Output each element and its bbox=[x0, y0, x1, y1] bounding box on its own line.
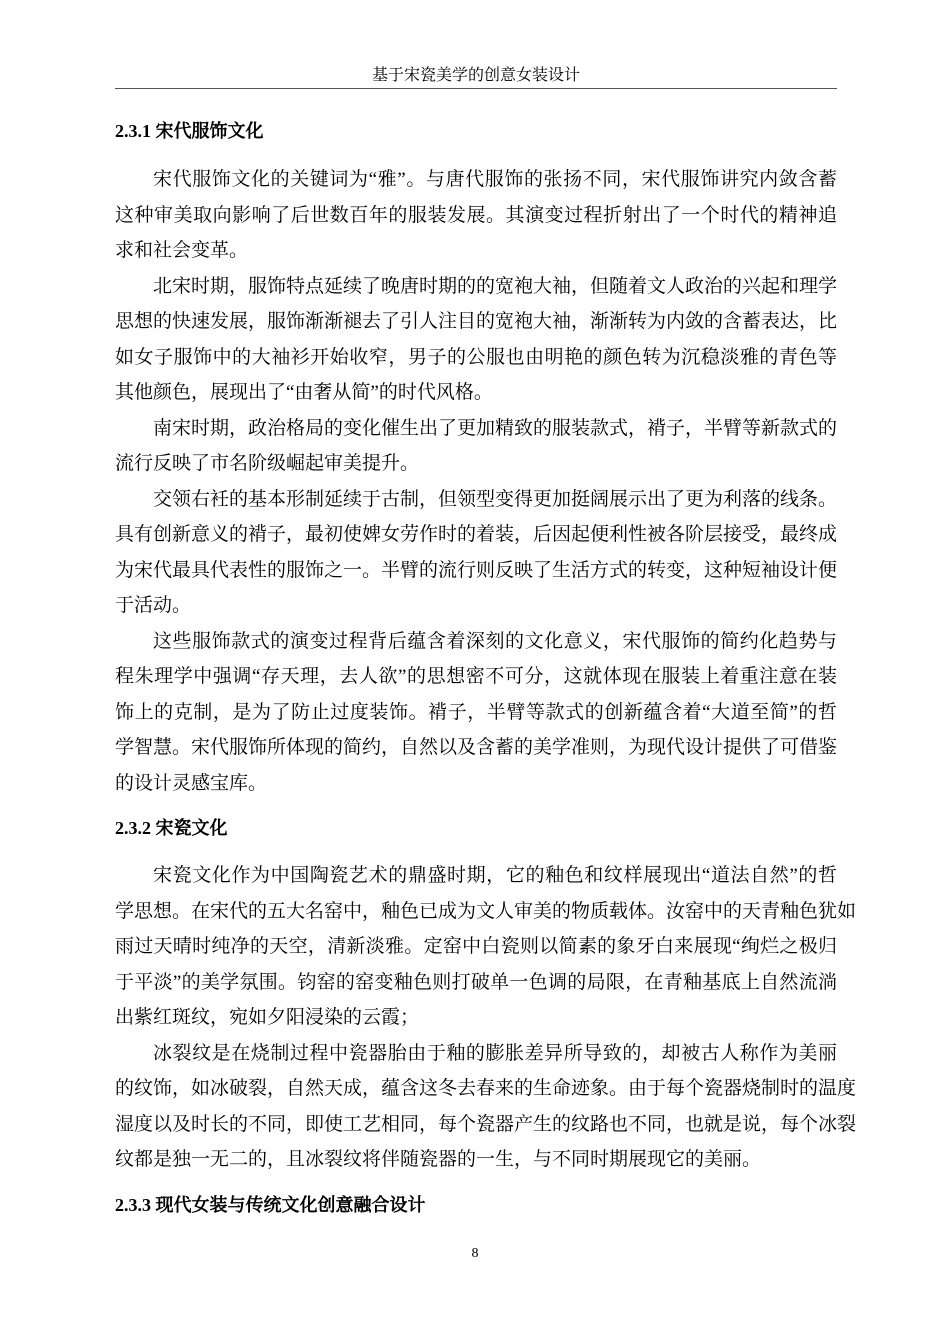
text-line: 宋代服饰文化的关键词为“雅”。与唐代服饰的张扬不同，宋代服饰讲究内敛含蓄 bbox=[153, 169, 837, 190]
text-line: 交领右衽的基本形制延续于古制，但领型变得更加挺阔展示出了更为利落的线条。 bbox=[153, 488, 838, 510]
text-line: 冰裂纹是在烧制过程中瓷器胎由于釉的膨胀差异所导致的，却被古人称作为美丽 bbox=[153, 1042, 837, 1064]
text-line: 湿度以及时长的不同，即使工艺相同，每个瓷器产生的纹路也不同，也就是说，每个冰裂 bbox=[115, 1113, 857, 1135]
text-line: 雨过天晴时纯净的天空，清新淡雅。定窑中白瓷则以简素的象牙白来展现“绚烂之极归 bbox=[115, 936, 837, 957]
text-line: 纹都是独一无二的，且冰裂纹将伴随瓷器的一生，与不同时期展现它的美丽。 bbox=[115, 1149, 762, 1170]
text-line: 具有创新意义的褙子，最初使婢女劳作时的着装，后因起便利性被各阶层接受，最终成 bbox=[115, 524, 838, 545]
running-header: 基于宋瓷美学的创意女装设计 bbox=[115, 64, 837, 89]
text-line: 于活动。 bbox=[115, 595, 192, 616]
text-line: 其他颜色，展现出了“由奢从简”的时代风格。 bbox=[115, 382, 493, 403]
text-line: 为宋代最具代表性的服饰之一。半臂的流行则反映了生活方式的转变，这种短袖设计便 bbox=[115, 559, 838, 581]
text-line: 求和社会变革。 bbox=[115, 240, 249, 261]
text-line: 于平淡”的美学氛围。钧窑的窑变釉色则打破单一色调的局限，在青釉基底上自然流淌 bbox=[115, 971, 837, 993]
text-line: 流行反映了市名阶级崛起审美提升。 bbox=[115, 453, 420, 474]
section-heading: 2.3.2 宋瓷文化 bbox=[115, 818, 228, 838]
text-line: 饰上的克制，是为了防止过度装饰。褙子，半臂等款式的创新蕴含着“大道至简”的哲 bbox=[115, 701, 837, 723]
section-heading: 2.3.1 宋代服饰文化 bbox=[115, 121, 264, 141]
text-line: 北宋时期，服饰特点延续了晚唐时期的的宽袍大袖，但随着文人政治的兴起和理学 bbox=[153, 275, 838, 297]
text-line: 出紫红斑纹，宛如夕阳浸染的云霞； bbox=[115, 1007, 420, 1028]
paragraph bbox=[115, 1036, 857, 1178]
text-line: 这些服饰款式的演变过程背后蕴含着深刻的文化意义，宋代服饰的简约化趋势与 bbox=[153, 630, 837, 652]
paragraph bbox=[115, 411, 837, 482]
page-number: 8 bbox=[471, 1246, 479, 1261]
section-heading: 2.3.3 现代女装与传统文化创意融合设计 bbox=[115, 1194, 426, 1215]
paragraph bbox=[115, 162, 837, 269]
paragraph bbox=[115, 269, 837, 411]
text-line: 的纹饰，如冰破裂，自然天成，蕴含这冬去春来的生命迹象。由于每个瓷器烧制时的温度 bbox=[115, 1078, 857, 1099]
document-body bbox=[115, 113, 857, 1235]
text-line: 这种审美取向影响了后世数百年的服装发展。其演变过程折射出了一个时代的精神追 bbox=[115, 204, 837, 226]
text-line: 宋瓷文化作为中国陶瓷艺术的鼎盛时期，它的釉色和纹样展现出“道法自然”的哲 bbox=[153, 865, 837, 886]
text-line: 学思想。在宋代的五大名窑中，釉色已成为文人审美的物质载体。汝窑中的天青釉色犹如 bbox=[115, 900, 857, 922]
text-line: 南宋时期，政治格局的变化催生出了更加精致的服装款式，褙子，半臂等新款式的 bbox=[153, 417, 838, 439]
paragraph bbox=[115, 482, 837, 624]
paragraph bbox=[115, 624, 837, 802]
paragraph bbox=[115, 858, 857, 1036]
text-line: 如女子服饰中的大袖衫开始收窄，男子的公服也由明艳的颜色转为沉稳淡雅的青色等 bbox=[115, 346, 837, 368]
text-line: 学智慧。宋代服饰所体现的简约，自然以及含蓄的美学准则，为现代设计提供了可借鉴 bbox=[115, 737, 838, 758]
text-line: 思想的快速发展，服饰渐渐褪去了引人注目的宽袍大袖，渐渐转为内敛的含蓄表达，比 bbox=[115, 311, 838, 332]
text-line: 程朱理学中强调“存天理，去人欲”的思想密不可分，这就体现在服装上着重注意在装 bbox=[115, 666, 837, 687]
text-line: 的设计灵感宝库。 bbox=[115, 772, 268, 794]
